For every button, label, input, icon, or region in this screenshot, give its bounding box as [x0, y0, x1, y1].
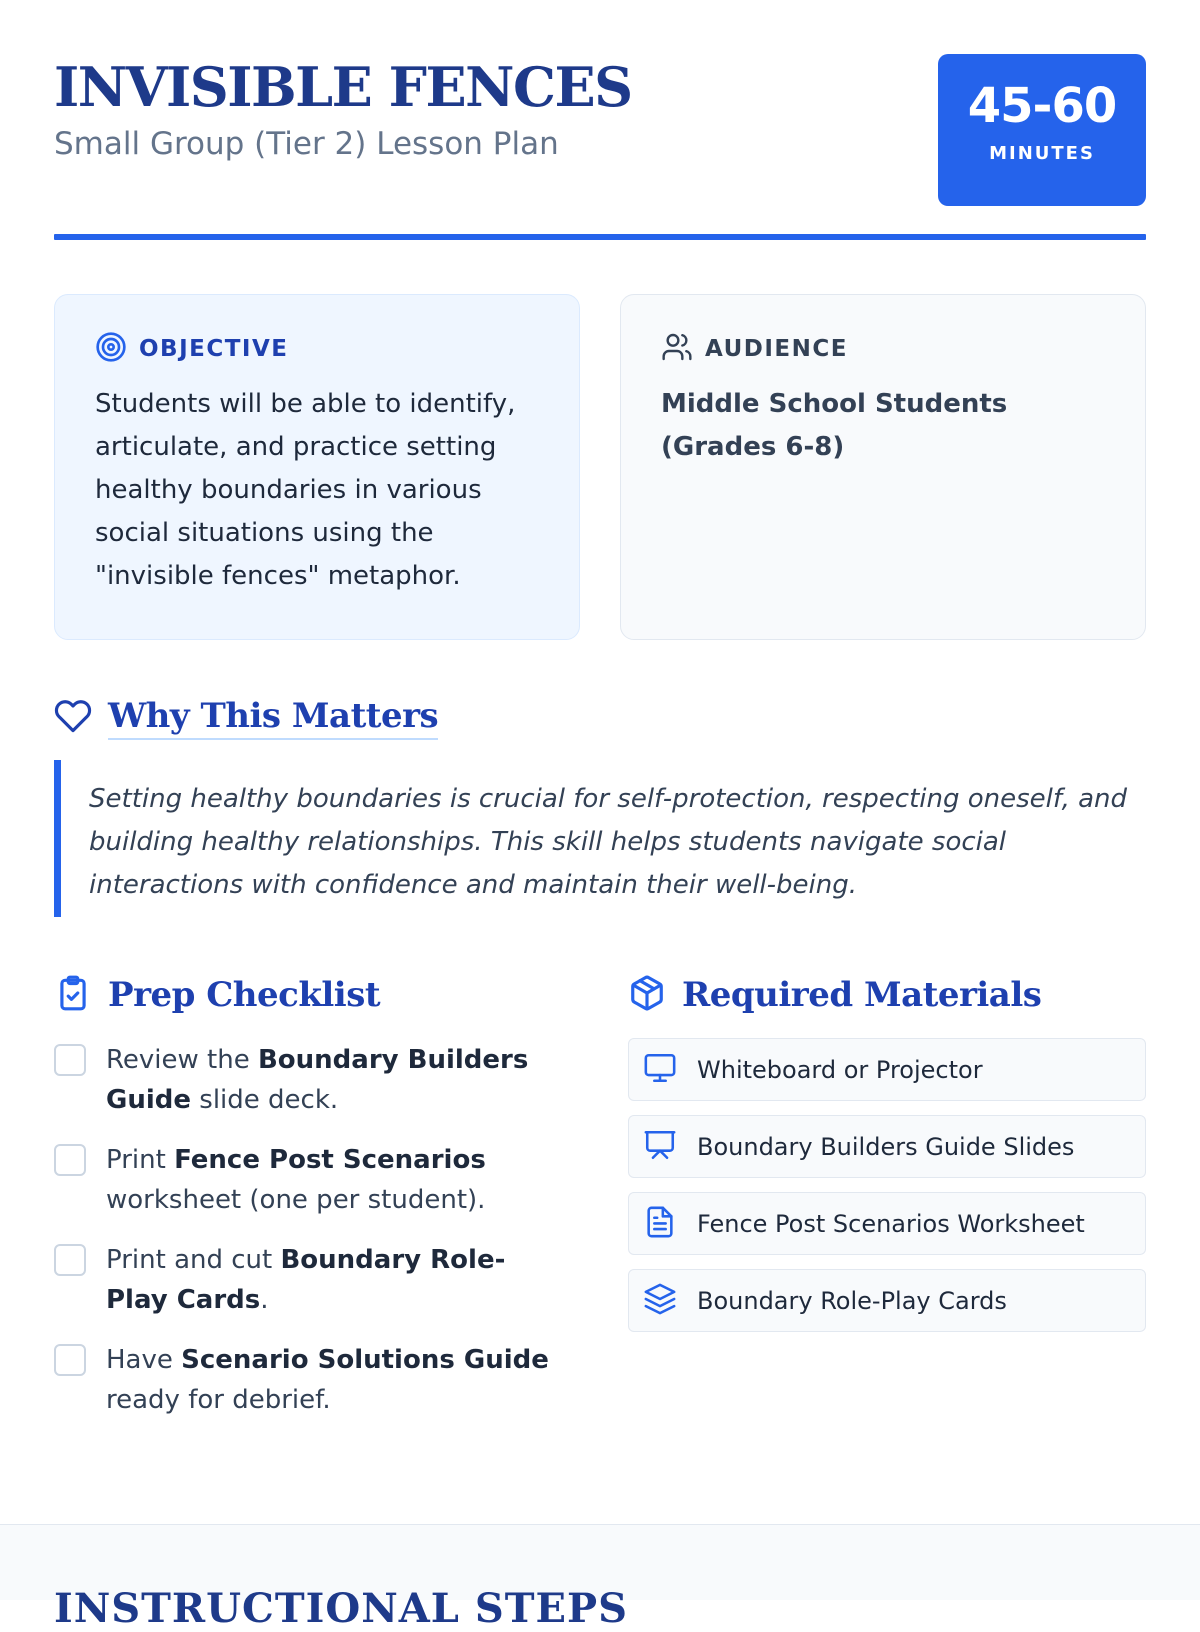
checklist-text: Have Scenario Solutions Guide ready for debrief.	[106, 1345, 549, 1415]
material-label: Fence Post Scenarios Worksheet	[697, 1209, 1085, 1238]
header-divider	[54, 234, 1146, 240]
objective-header	[95, 333, 539, 365]
audience-header	[661, 333, 1105, 365]
checklist-text: Print Fence Post Scenarios worksheet (one per student).	[106, 1145, 486, 1215]
material-item	[628, 1269, 1146, 1332]
checklist-checkbox[interactable]	[54, 1244, 86, 1276]
materials-section-header	[628, 974, 1041, 1016]
material-label: Boundary Builders Guide Slides	[697, 1132, 1075, 1161]
checklist-item	[54, 1240, 564, 1320]
objective-label: OBJECTIVE	[139, 336, 289, 362]
material-label: Whiteboard or Projector	[697, 1055, 983, 1084]
objective-card	[54, 294, 580, 640]
why-quote: Setting healthy boundaries is crucial for self-protection, respecting oneself, and building healthy relationships. This skill helps students navigate social interactions with confidence and maintain their well-being.	[54, 760, 1146, 917]
materials-title: Required Materials	[682, 975, 1042, 1015]
duration-value: 45-60	[967, 78, 1117, 134]
checklist-text: Print and cut Boundary Role-Play Cards.	[106, 1245, 506, 1315]
material-item	[628, 1038, 1146, 1101]
checklist-item	[54, 1040, 564, 1120]
checklist-checkbox[interactable]	[54, 1044, 86, 1076]
monitor-icon	[643, 1051, 677, 1089]
duration-badge	[938, 54, 1146, 206]
audience-card	[620, 294, 1146, 640]
clipboard-check-icon	[54, 974, 92, 1016]
lesson-header	[54, 54, 1146, 242]
material-item	[628, 1115, 1146, 1178]
page-title: INVISIBLE FENCES	[54, 55, 632, 119]
prep-section-header	[54, 974, 380, 1016]
instructional-steps-section	[0, 1524, 1200, 1632]
prep-checklist	[54, 1040, 564, 1440]
presentation-icon	[643, 1128, 677, 1166]
why-title: Why This Matters	[108, 696, 438, 740]
checklist-item	[54, 1140, 564, 1220]
material-label: Boundary Role-Play Cards	[697, 1286, 1007, 1315]
instructional-steps-title: INSTRUCTIONAL STEPS	[54, 1585, 628, 1632]
material-item	[628, 1192, 1146, 1255]
why-section-header	[54, 696, 438, 740]
page-subtitle: Small Group (Tier 2) Lesson Plan	[54, 126, 559, 162]
layers-icon	[643, 1282, 677, 1320]
audience-text: Middle School Students (Grades 6-8)	[661, 389, 1008, 462]
checklist-checkbox[interactable]	[54, 1144, 86, 1176]
duration-unit: MINUTES	[989, 142, 1095, 164]
file-text-icon	[643, 1205, 677, 1243]
checklist-checkbox[interactable]	[54, 1344, 86, 1376]
objective-text: Students will be able to identify, articulate, and practice setting healthy boundaries in various social situations using the "invisible fences" metaphor.	[95, 389, 516, 591]
package-icon	[628, 974, 666, 1016]
materials-list	[628, 1038, 1146, 1346]
audience-label: AUDIENCE	[705, 336, 848, 362]
target-icon	[95, 331, 127, 367]
prep-title: Prep Checklist	[108, 975, 381, 1015]
users-icon	[661, 331, 693, 367]
checklist-item	[54, 1340, 564, 1420]
heart-icon	[54, 697, 92, 739]
checklist-text: Review the Boundary Builders Guide slide deck.	[106, 1045, 529, 1115]
